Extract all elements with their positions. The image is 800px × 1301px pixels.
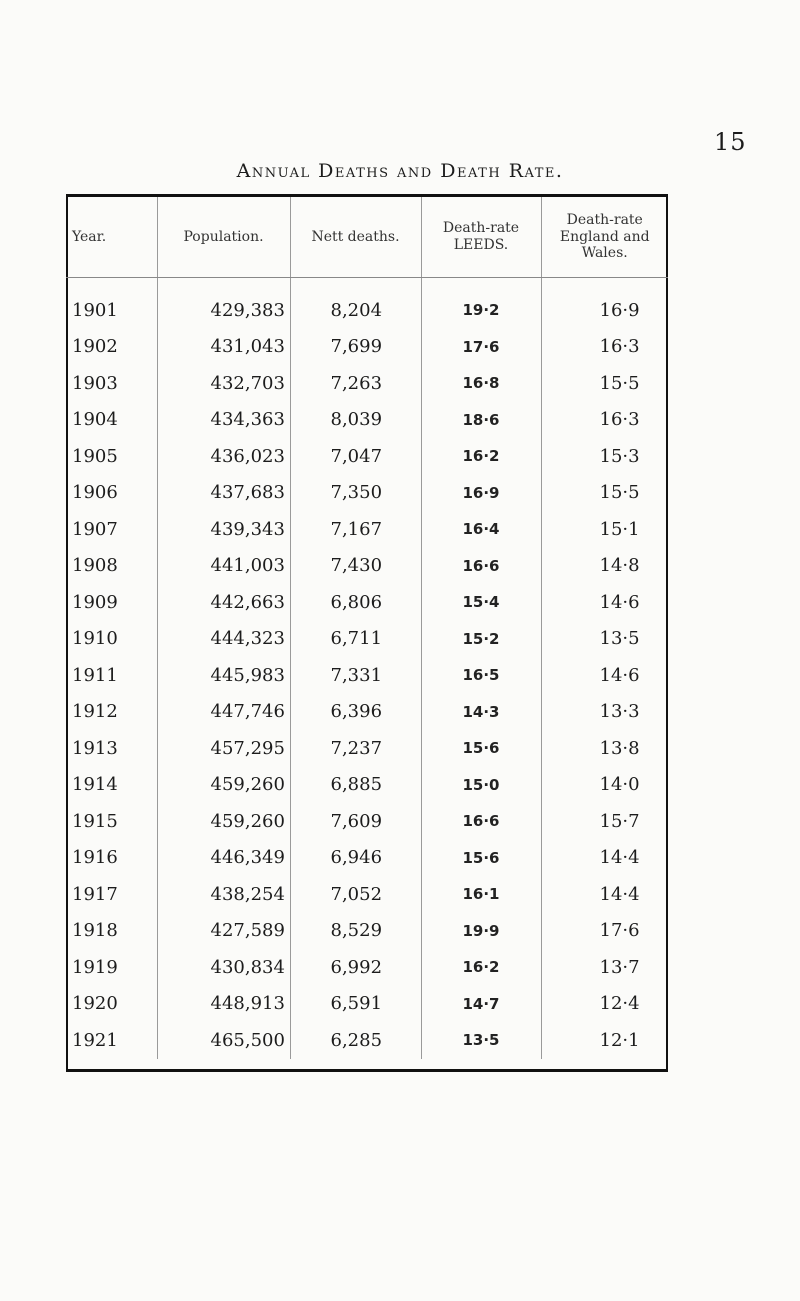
page-title: Annual Deaths and Death Rate. [236, 160, 564, 182]
table-row [66, 621, 668, 658]
cell-nett-deaths: 6,711 [290, 621, 421, 658]
table-row [66, 840, 668, 877]
table-row [66, 584, 668, 621]
cell-death-rate-leeds: 18·6 [421, 402, 541, 439]
cell-nett-deaths: 6,992 [290, 949, 421, 986]
cell-population: 444,323 [157, 621, 290, 658]
cell-death-rate-england-wales: 13·7 [541, 949, 668, 986]
cell-death-rate-leeds: 15·0 [421, 767, 541, 804]
table-row [66, 1022, 668, 1059]
cell-population: 446,349 [157, 840, 290, 877]
cell-death-rate-england-wales: 13·3 [541, 694, 668, 731]
cell-year: 1906 [72, 482, 118, 504]
cell-death-rate-england-wales: 14·4 [541, 876, 668, 913]
cell-nett-deaths: 7,699 [290, 329, 421, 366]
cell-population: 447,746 [157, 694, 290, 731]
death-rate-table [66, 197, 668, 1059]
cell-death-rate-england-wales: 16·3 [541, 402, 668, 439]
cell-death-rate-leeds: 16·1 [421, 876, 541, 913]
cell-year: 1901 [72, 299, 118, 321]
cell-year: 1902 [72, 336, 118, 358]
cell-death-rate-leeds: 16·8 [421, 365, 541, 402]
cell-year: 1907 [72, 518, 118, 540]
cell-nett-deaths: 7,047 [290, 438, 421, 475]
cell-nett-deaths: 7,331 [290, 657, 421, 694]
cell-nett-deaths: 7,430 [290, 548, 421, 585]
table-row [66, 438, 668, 475]
cell-population: 457,295 [157, 730, 290, 767]
cell-population: 427,589 [157, 913, 290, 950]
cell-population: 445,983 [157, 657, 290, 694]
cell-year: 1903 [72, 372, 118, 394]
cell-nett-deaths: 7,263 [290, 365, 421, 402]
cell-death-rate-england-wales: 14·0 [541, 767, 668, 804]
cell-death-rate-england-wales: 15·3 [541, 438, 668, 475]
header-death-rate-ew-line2: England and [559, 228, 650, 245]
header-death-rate-leeds-line1: Death-rate [442, 220, 520, 237]
cell-death-rate-england-wales: 15·5 [541, 475, 668, 512]
table-row [66, 876, 668, 913]
cell-death-rate-england-wales: 14·4 [541, 840, 668, 877]
cell-population: 436,023 [157, 438, 290, 475]
cell-death-rate-leeds: 19·9 [421, 913, 541, 950]
cell-death-rate-leeds: 15·6 [421, 840, 541, 877]
cell-nett-deaths: 7,609 [290, 803, 421, 840]
cell-year: 1914 [72, 774, 118, 796]
cell-nett-deaths: 6,806 [290, 584, 421, 621]
header-row [66, 197, 668, 278]
cell-death-rate-england-wales: 12·4 [541, 986, 668, 1023]
cell-death-rate-england-wales: 15·7 [541, 803, 668, 840]
cell-year: 1915 [72, 810, 118, 832]
cell-nett-deaths: 7,350 [290, 475, 421, 512]
cell-nett-deaths: 8,039 [290, 402, 421, 439]
table-row [66, 548, 668, 585]
cell-year: 1912 [72, 701, 118, 723]
cell-death-rate-england-wales: 14·6 [541, 657, 668, 694]
table-row [66, 402, 668, 439]
table-row [66, 657, 668, 694]
cell-year: 1920 [72, 993, 118, 1015]
cell-death-rate-leeds: 16·5 [421, 657, 541, 694]
cell-population: 432,703 [157, 365, 290, 402]
cell-nett-deaths: 7,052 [290, 876, 421, 913]
cell-death-rate-leeds: 13·5 [421, 1022, 541, 1059]
cell-nett-deaths: 6,885 [290, 767, 421, 804]
header-death-rate-ew-line1: Death-rate [566, 211, 643, 228]
cell-death-rate-england-wales: 13·8 [541, 730, 668, 767]
table-row [66, 365, 668, 402]
cell-year: 1910 [72, 628, 118, 650]
page-number: 15 [714, 128, 747, 156]
cell-year: 1913 [72, 737, 118, 759]
header-death-rate-leeds-line2: LEEDS. [453, 237, 509, 253]
cell-year: 1917 [72, 883, 118, 905]
cell-nett-deaths: 8,529 [290, 913, 421, 950]
cell-year: 1916 [72, 847, 118, 869]
cell-death-rate-england-wales: 14·8 [541, 548, 668, 585]
cell-nett-deaths: 8,204 [290, 278, 421, 329]
table-row [66, 694, 668, 731]
cell-population: 441,003 [157, 548, 290, 585]
header-death-rate-leeds [421, 197, 541, 278]
cell-year: 1908 [72, 555, 118, 577]
header-nett-deaths: Nett deaths. [290, 197, 421, 278]
table-row [66, 913, 668, 950]
cell-year: 1909 [72, 591, 118, 613]
cell-population: 430,834 [157, 949, 290, 986]
cell-population: 442,663 [157, 584, 290, 621]
cell-death-rate-leeds: 16·6 [421, 803, 541, 840]
cell-population: 437,683 [157, 475, 290, 512]
cell-death-rate-england-wales: 12·1 [541, 1022, 668, 1059]
cell-death-rate-england-wales: 15·5 [541, 365, 668, 402]
cell-nett-deaths: 6,396 [290, 694, 421, 731]
cell-death-rate-leeds: 14·7 [421, 986, 541, 1023]
cell-death-rate-leeds: 16·9 [421, 475, 541, 512]
table-row [66, 475, 668, 512]
cell-death-rate-england-wales: 15·1 [541, 511, 668, 548]
table-row [66, 278, 668, 329]
cell-population: 459,260 [157, 803, 290, 840]
cell-nett-deaths: 6,285 [290, 1022, 421, 1059]
cell-death-rate-leeds: 15·4 [421, 584, 541, 621]
cell-year: 1911 [72, 664, 118, 686]
header-population: Population. [157, 197, 290, 278]
table-row [66, 949, 668, 986]
cell-death-rate-leeds: 16·6 [421, 548, 541, 585]
cell-death-rate-leeds: 16·4 [421, 511, 541, 548]
cell-death-rate-leeds: 17·6 [421, 329, 541, 366]
cell-death-rate-leeds: 14·3 [421, 694, 541, 731]
cell-nett-deaths: 7,167 [290, 511, 421, 548]
table-row [66, 986, 668, 1023]
cell-year: 1919 [72, 956, 118, 978]
cell-death-rate-leeds: 15·6 [421, 730, 541, 767]
cell-population: 431,043 [157, 329, 290, 366]
cell-nett-deaths: 6,946 [290, 840, 421, 877]
table-row [66, 511, 668, 548]
cell-population: 439,343 [157, 511, 290, 548]
cell-death-rate-england-wales: 17·6 [541, 913, 668, 950]
cell-population: 429,383 [157, 278, 290, 329]
cell-nett-deaths: 6,591 [290, 986, 421, 1023]
cell-population: 434,363 [157, 402, 290, 439]
table-row [66, 730, 668, 767]
cell-nett-deaths: 7,237 [290, 730, 421, 767]
cell-population: 459,260 [157, 767, 290, 804]
table-row [66, 329, 668, 366]
cell-death-rate-england-wales: 14·6 [541, 584, 668, 621]
cell-year: 1918 [72, 920, 118, 942]
cell-death-rate-leeds: 16·2 [421, 438, 541, 475]
cell-population: 465,500 [157, 1022, 290, 1059]
cell-year: 1904 [72, 409, 118, 431]
cell-death-rate-england-wales: 16·9 [541, 278, 668, 329]
cell-population: 448,913 [157, 986, 290, 1023]
table-row [66, 767, 668, 804]
cell-death-rate-england-wales: 13·5 [541, 621, 668, 658]
cell-death-rate-leeds: 16·2 [421, 949, 541, 986]
header-year: Year. [66, 197, 157, 278]
cell-year: 1921 [72, 1029, 118, 1051]
cell-year: 1905 [72, 445, 118, 467]
cell-death-rate-leeds: 19·2 [421, 278, 541, 329]
header-death-rate-ew-line3: Wales. [581, 245, 628, 262]
cell-population: 438,254 [157, 876, 290, 913]
cell-death-rate-england-wales: 16·3 [541, 329, 668, 366]
table-row [66, 803, 668, 840]
header-death-rate-england-wales [541, 197, 668, 278]
cell-death-rate-leeds: 15·2 [421, 621, 541, 658]
